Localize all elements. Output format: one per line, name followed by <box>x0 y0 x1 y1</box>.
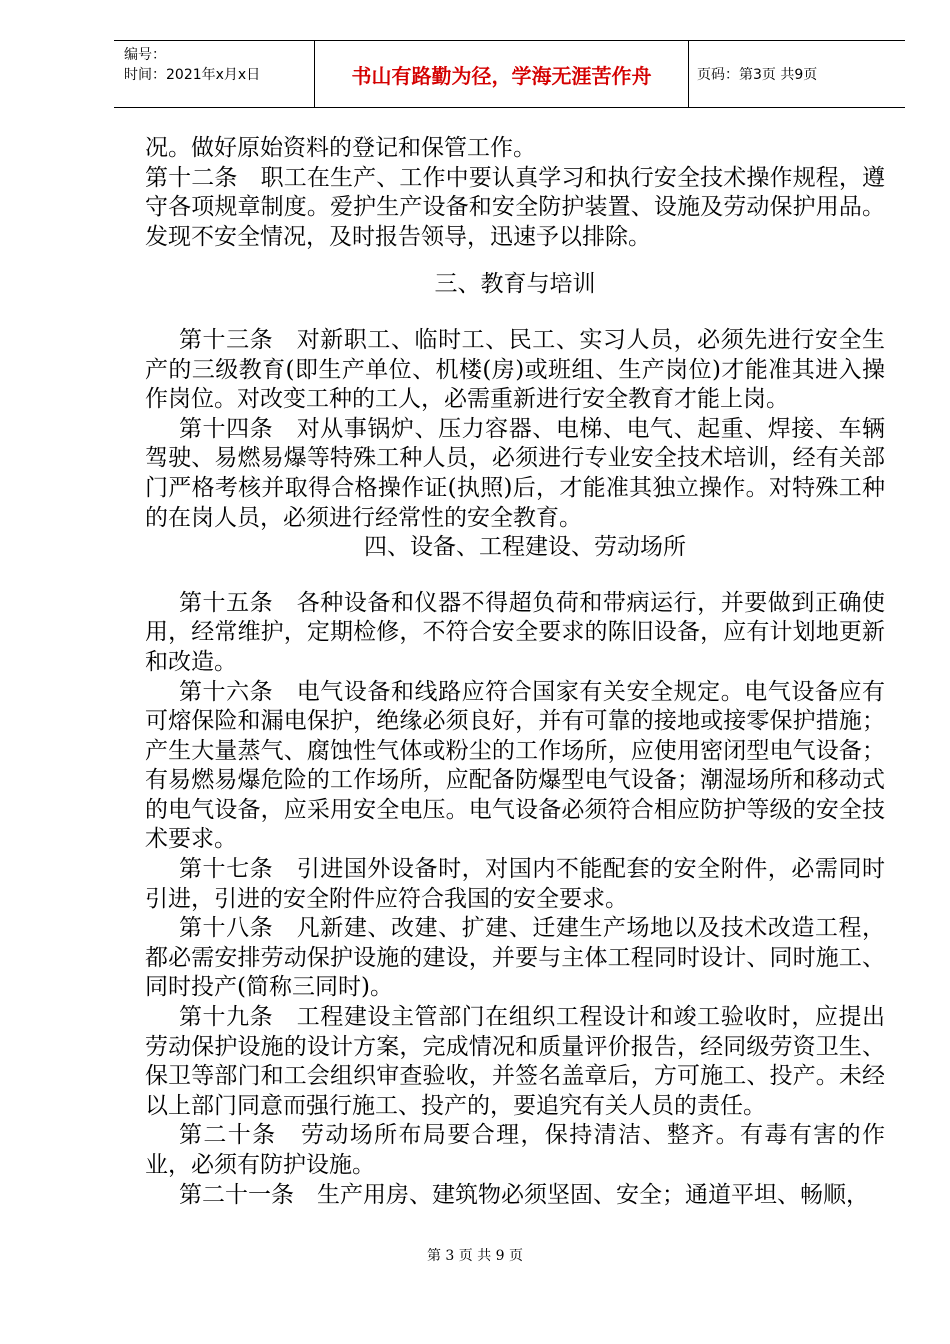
article-16: 第十六条 电气设备和线路应符合国家有关安全规定。电气设备应有可熔保险和漏电保护，绝缘必须良好，并有可靠的接地或接零保护措施；产生大量蒸气、腐蚀性气体或粉尘的工作场所，应使用密闭型电气设备；有易燃易爆危险的工作场所，应配备防爆型电气设备；潮湿场所和移动式的电气设备，应采用安全电压。电气设备必须符合相应防护等级的安全技术要求。 <box>145 678 885 853</box>
article-20: 第二十条 劳动场所布局要合理，保持清洁、整齐。有毒有害的作业，必须有防护设施。 <box>145 1122 885 1178</box>
section-heading-equipment: 四、设备、工程建设、劳动场所 <box>364 534 686 561</box>
page-header <box>114 40 905 108</box>
header-page-info: 页码：第3页 共9页 <box>697 67 818 83</box>
paragraph-continuation: 况。做好原始资料的登记和保管工作。 <box>145 135 536 161</box>
document-time-label: 时间：2021年x月x日 <box>124 67 261 83</box>
article-12: 第十二条 职工在生产、工作中要认真学习和执行安全技术操作规程，遵守各项规章制度。爱护生产设备和安全防护装置、设施及劳动保护用品。发现不安全情况，及时报告领导，迅速予以排除。 <box>145 164 885 250</box>
article-15: 第十五条 各种设备和仪器不得超负荷和带病运行，并要做到正确使用，经常维护，定期检修，不符合安全要求的陈旧设备，应有计划地更新和改造。 <box>145 589 885 675</box>
article-13: 第十三条 对新职工、临时工、民工、实习人员，必须先进行安全生产的三级教育(即生产单位、机楼(房)或班组、生产岗位)才能准其进入操作岗位。对改变工种的工人，必需重新进行安全教育才能上岗。 <box>145 326 885 413</box>
header-motto: 书山有路勤为径，学海无涯苦作舟 <box>315 41 689 107</box>
page-footer: 第 3 页 共 9 页 <box>426 1248 524 1264</box>
article-17: 第十七条 引进国外设备时，对国内不能配套的安全附件，必需同时引进，引进的安全附件应符合我国的安全要求。 <box>145 856 885 912</box>
section-heading-education: 三、教育与培训 <box>434 271 596 298</box>
document-number-label: 编号： <box>124 47 166 63</box>
article-19: 第十九条 工程建设主管部门在组织工程设计和竣工验收时，应提出劳动保护设施的设计方案，完成情况和质量评价报告，经同级劳资卫生、保卫等部门和工会组织审查验收，并签名盖章后，方可施工、投产。未经以上部门同意而强行施工、投产的，要追究有关人员的责任。 <box>145 1004 885 1119</box>
document-body <box>145 134 885 1210</box>
article-14: 第十四条 对从事锅炉、压力容器、电梯、电气、起重、焊接、车辆驾驶、易燃易爆等特殊工种人员，必须进行专业安全技术培训，经有关部门严格考核并取得合格操作证(执照)后，才能准其独立操作。对特殊工种的在岗人员，必须进行经常性的安全教育。 <box>145 415 885 531</box>
article-21: 第二十一条 生产用房、建筑物必须坚固、安全；通道平坦、畅顺， <box>179 1181 869 1208</box>
header-meta <box>114 41 315 107</box>
article-18: 第十八条 凡新建、改建、扩建、迁建生产场地以及技术改造工程，都必需安排劳动保护设施的建设，并要与主体工程同时设计、同时施工、同时投产(简称三同时)。 <box>145 915 885 1001</box>
